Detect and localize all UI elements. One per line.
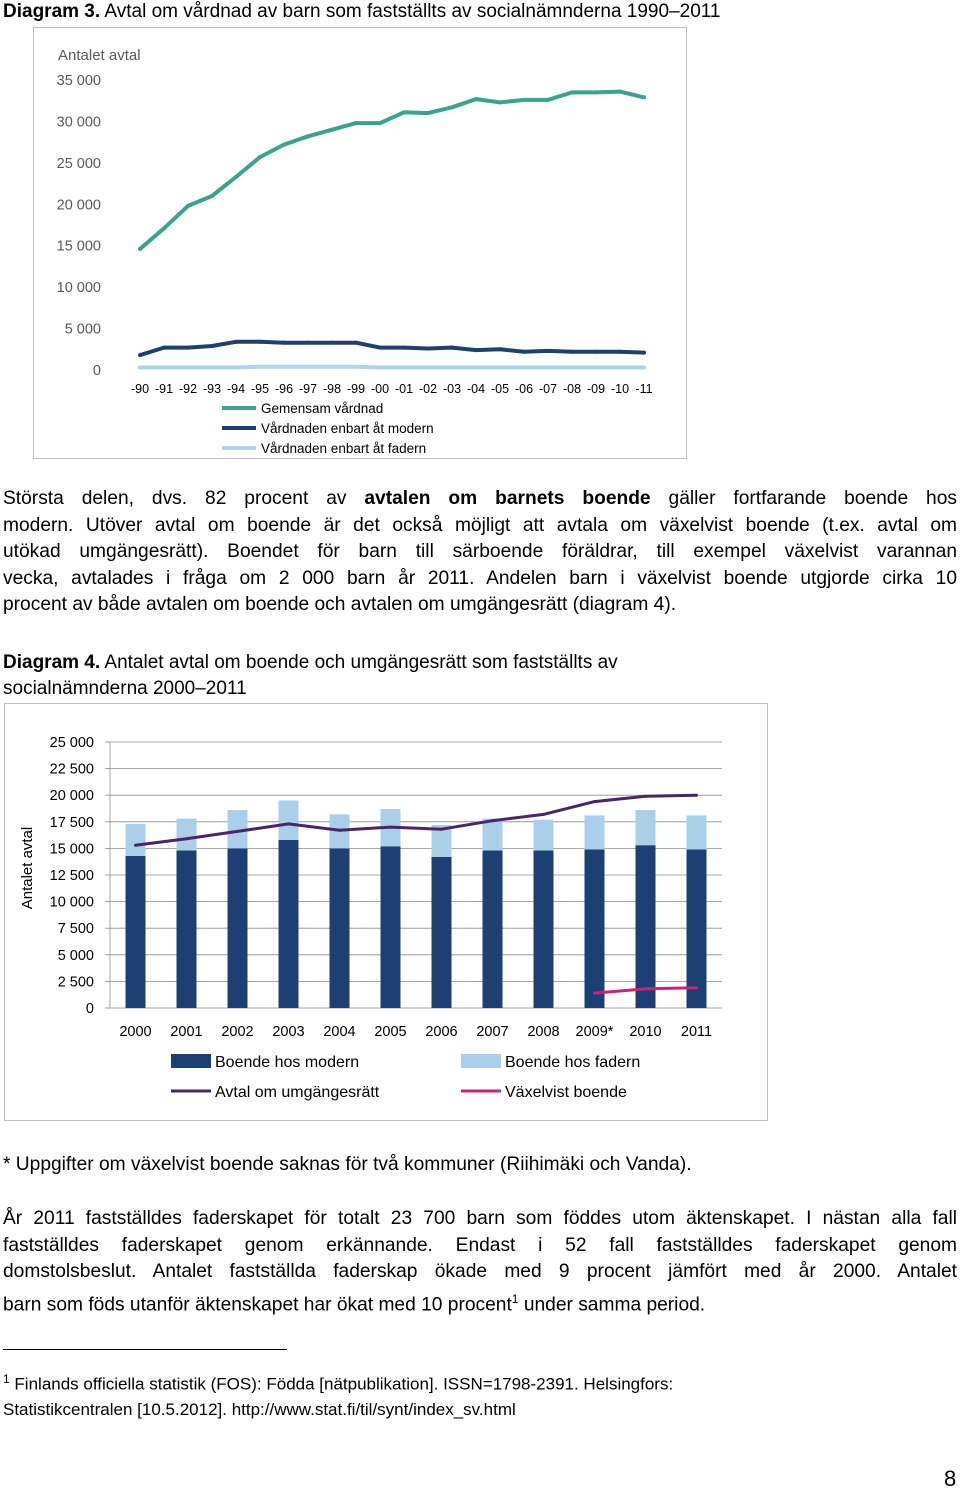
data-point-gemensam-v-rdnad [354, 121, 358, 125]
data-point-gemensam-v-rdnad [234, 175, 238, 179]
bar-boende-hos-modern [177, 851, 197, 1008]
y-tick-label: 17 500 [49, 814, 94, 831]
chart2-svg [5, 704, 767, 1120]
data-point-avtal-om-umg-ngesr-tt [287, 822, 290, 825]
y-tick-label: 5 000 [64, 321, 101, 338]
data-point-avtal-om-umg-ngesr-tt [593, 800, 596, 803]
data-point-v-rdnaden-enbart-t-fadern [210, 366, 214, 370]
legend-label-gemensam-v-rdnad: Gemensam vårdnad [261, 401, 384, 416]
x-tick-label: 2000 [119, 1024, 152, 1040]
data-point-gemensam-v-rdnad [210, 194, 214, 198]
diagram4-heading [3, 650, 618, 702]
data-point-v-rdnaden-enbart-t-fadern [402, 366, 406, 370]
data-point-v-rdnaden-enbart-t-fadern [330, 365, 334, 369]
data-point-v-rdnaden-enbart-t-modern [378, 346, 382, 350]
x-tick-label: -99 [346, 382, 366, 396]
data-point-gemensam-v-rdnad [570, 90, 574, 94]
data-point-v-rdnaden-enbart-t-modern [210, 344, 214, 348]
y-tick-label: 35 000 [56, 73, 101, 89]
y-tick-label: 12 500 [49, 868, 94, 884]
x-tick-label: 2010 [629, 1024, 662, 1040]
data-point-v-rdnaden-enbart-t-fadern [378, 366, 382, 370]
data-point-v-rdnaden-enbart-t-fadern [546, 366, 550, 370]
y-tick-label: 15 000 [49, 841, 94, 858]
data-point-v-xelvist-boende [695, 986, 698, 989]
data-point-avtal-om-umg-ngesr-tt [440, 828, 443, 831]
data-point-v-rdnaden-enbart-t-fadern [450, 366, 454, 370]
footnote-rule [3, 1349, 287, 1350]
paragraph-2-line-1: År 2011 fastställdes faderskapet för totalt 23 700 barn som föddes utom äktenskapet. I nästan alla fall [3, 1208, 957, 1229]
series-line-gemensam-v-rdnad [140, 92, 644, 249]
data-point-v-rdnaden-enbart-t-modern [234, 340, 238, 344]
x-tick-label: 2002 [221, 1024, 254, 1040]
data-point-gemensam-v-rdnad [546, 98, 550, 102]
series-line-v-rdnaden-enbart-t-fadern [140, 367, 644, 368]
y-tick-label: 5 000 [57, 947, 94, 964]
diagram4-title-line-1: Antalet avtal om boende och umgängesrätt som fastställts av [104, 652, 618, 673]
bold-phrase: avtalen om barnets boende [364, 488, 651, 509]
x-tick-label: -11 [635, 382, 653, 396]
x-tick-label: -03 [442, 382, 462, 396]
data-point-v-rdnaden-enbart-t-modern [354, 341, 358, 345]
x-tick-label: -97 [298, 382, 318, 396]
x-tick-label: 2008 [527, 1024, 560, 1040]
x-tick-label: -93 [202, 382, 222, 396]
bar-boende-hos-modern [483, 851, 503, 1008]
data-point-v-rdnaden-enbart-t-fadern [594, 366, 598, 370]
x-tick-label: -04 [466, 382, 486, 396]
data-point-avtal-om-umg-ngesr-tt [236, 830, 239, 833]
data-point-v-rdnaden-enbart-t-modern [402, 346, 406, 350]
y-tick-label: 2 500 [57, 974, 94, 991]
data-point-gemensam-v-rdnad [618, 90, 622, 94]
data-point-gemensam-v-rdnad [402, 110, 406, 114]
data-point-v-rdnaden-enbart-t-fadern [642, 366, 646, 370]
data-point-gemensam-v-rdnad [186, 204, 190, 208]
bar-boende-hos-fadern [483, 819, 503, 851]
legend-label-v-rdnaden-enbart-t-fadern: Vårdnaden enbart åt fadern [261, 441, 427, 456]
data-point-gemensam-v-rdnad [498, 100, 502, 104]
data-point-gemensam-v-rdnad [642, 95, 646, 99]
x-tick-label: -98 [322, 382, 342, 396]
data-point-avtal-om-umg-ngesr-tt [491, 819, 494, 822]
data-point-v-xelvist-boende [593, 992, 596, 995]
paragraph-2 [3, 1206, 957, 1318]
x-tick-label: -96 [274, 382, 294, 396]
x-tick-label: -02 [418, 382, 438, 396]
x-tick-label: 2009* [575, 1024, 614, 1040]
y-tick-label: 20 000 [49, 788, 94, 805]
data-point-gemensam-v-rdnad [474, 97, 478, 101]
data-point-v-rdnaden-enbart-t-modern [618, 350, 622, 354]
data-point-v-rdnaden-enbart-t-fadern [162, 366, 166, 370]
y-tick-label: 25 000 [49, 735, 94, 751]
x-tick-label: 2007 [476, 1024, 509, 1040]
bar-boende-hos-fadern [126, 824, 146, 856]
data-point-v-rdnaden-enbart-t-modern [162, 346, 166, 350]
x-tick-label: -95 [250, 382, 270, 396]
x-tick-label: -92 [178, 382, 198, 396]
footnote [3, 1367, 957, 1422]
legend-label-boende-hos-modern: Boende hos modern [215, 1054, 360, 1071]
x-tick-label: 2003 [272, 1024, 305, 1040]
x-tick-label: -00 [370, 382, 390, 396]
bar-boende-hos-modern [381, 846, 401, 1008]
x-tick-label: -94 [226, 382, 246, 396]
data-point-gemensam-v-rdnad [258, 155, 262, 159]
data-point-v-rdnaden-enbart-t-fadern [306, 365, 310, 369]
bar-boende-hos-fadern [177, 819, 197, 851]
data-point-avtal-om-umg-ngesr-tt [134, 844, 137, 847]
x-tick-label: 2005 [374, 1024, 407, 1040]
y-tick-label: 10 000 [56, 280, 101, 297]
data-point-v-rdnaden-enbart-t-modern [522, 350, 526, 354]
data-point-v-rdnaden-enbart-t-modern [570, 350, 574, 354]
diagram4-label: Diagram 4. [3, 652, 101, 673]
data-point-v-rdnaden-enbart-t-modern [186, 346, 190, 350]
data-point-v-rdnaden-enbart-t-fadern [258, 365, 262, 369]
data-point-v-rdnaden-enbart-t-fadern [186, 366, 190, 370]
data-point-v-rdnaden-enbart-t-fadern [618, 366, 622, 370]
paragraph-2-line-2: fastställdes faderskapet genom erkännande. Endast i 52 fall fastställdes faderskapet genom [3, 1234, 957, 1256]
data-point-avtal-om-umg-ngesr-tt [185, 837, 188, 840]
data-point-v-rdnaden-enbart-t-fadern [426, 366, 430, 370]
missing-data-note: * Uppgifter om växelvist boende saknas för två kommuner (Riihimäki och Vanda). [3, 1154, 692, 1175]
bar-boende-hos-fadern [687, 815, 707, 849]
data-point-v-rdnaden-enbart-t-fadern [354, 365, 358, 369]
bar-boende-hos-modern [126, 856, 146, 1008]
data-point-v-rdnaden-enbart-t-modern [474, 348, 478, 352]
footnote-reference: 1 [511, 1291, 519, 1306]
diagram3-heading [3, 1, 721, 23]
bar-boende-hos-modern [279, 840, 299, 1008]
diagram4-title-line-2: socialnämnderna 2000–2011 [3, 678, 247, 699]
data-point-gemensam-v-rdnad [306, 134, 310, 138]
x-tick-label: -06 [514, 382, 534, 396]
x-tick-label: 2011 [680, 1024, 713, 1040]
chart1-svg [34, 28, 686, 458]
legend-label-v-xelvist-boende: Växelvist boende [505, 1084, 627, 1101]
paragraph-1 [3, 486, 957, 619]
data-point-v-rdnaden-enbart-t-modern [450, 346, 454, 350]
y-tick-label: 20 000 [56, 197, 101, 214]
y-tick-label: 0 [85, 1001, 94, 1017]
bar-boende-hos-fadern [585, 815, 605, 849]
y-tick-label: 22 500 [49, 761, 94, 778]
footnote-line-1: Finlands officiella statistik (FOS): Födda [nätpublikation]. ISSN=1798-2391. Helsingfors: [14, 1374, 674, 1394]
footnote-marker: 1 [3, 1372, 10, 1386]
paragraph-1-line-3: utökad umgängesrätt). Boendet för barn till särboende föräldrar, till exempel växelvist varannan [3, 541, 957, 562]
data-point-v-rdnaden-enbart-t-modern [306, 341, 310, 345]
data-point-avtal-om-umg-ngesr-tt [644, 795, 647, 798]
data-point-gemensam-v-rdnad [426, 111, 430, 115]
y-tick-label: 30 000 [56, 114, 101, 131]
data-point-v-rdnaden-enbart-t-modern [594, 350, 598, 354]
paragraph-1-line-5: procent av både avtalen om boende och avtalen om umgängesrätt (diagram 4). [3, 594, 677, 615]
bar-boende-hos-fadern [279, 801, 299, 840]
data-point-v-rdnaden-enbart-t-fadern [570, 366, 574, 370]
data-point-avtal-om-umg-ngesr-tt [389, 826, 392, 829]
data-point-v-xelvist-boende [644, 987, 647, 990]
data-point-v-rdnaden-enbart-t-modern [138, 353, 142, 357]
bar-boende-hos-modern [330, 848, 350, 1008]
legend-swatch-boende-hos-fadern [461, 1054, 501, 1068]
data-point-gemensam-v-rdnad [138, 247, 142, 251]
data-point-v-rdnaden-enbart-t-fadern [498, 366, 502, 370]
y-tick-label: 7 500 [57, 921, 94, 938]
x-tick-label: -90 [130, 382, 150, 396]
data-point-avtal-om-umg-ngesr-tt [542, 813, 545, 816]
y-tick-label: 15 000 [56, 238, 101, 255]
chart1-frame [33, 27, 687, 459]
y-tick-label: 10 000 [49, 894, 94, 911]
bar-boende-hos-fadern [636, 810, 656, 845]
legend-swatch-boende-hos-modern [171, 1054, 211, 1068]
x-tick-label: 2001 [170, 1024, 203, 1040]
data-point-gemensam-v-rdnad [162, 226, 166, 230]
bar-boende-hos-modern [687, 849, 707, 1008]
x-tick-label: -08 [562, 382, 582, 396]
bar-boende-hos-modern [636, 845, 656, 1008]
data-point-v-rdnaden-enbart-t-fadern [474, 366, 478, 370]
data-point-v-rdnaden-enbart-t-modern [426, 346, 430, 350]
data-point-v-rdnaden-enbart-t-fadern [234, 366, 238, 370]
data-point-v-rdnaden-enbart-t-modern [258, 340, 262, 344]
x-tick-label: -09 [586, 382, 606, 396]
data-point-v-rdnaden-enbart-t-modern [282, 341, 286, 345]
bar-boende-hos-modern [585, 849, 605, 1008]
data-point-gemensam-v-rdnad [522, 98, 526, 102]
series-line-avtal-om-umg-ngesr-tt [136, 795, 697, 845]
legend-label-v-rdnaden-enbart-t-modern: Vårdnaden enbart åt modern [261, 421, 434, 436]
legend-label-boende-hos-fadern: Boende hos fadern [505, 1054, 641, 1071]
paragraph-1-line-1: Största delen, dvs. 82 procent av avtalen om barnets boende gäller fortfarande boende hos [3, 488, 957, 509]
y-tick-label: 25 000 [56, 155, 101, 172]
x-tick-label: -01 [394, 382, 414, 396]
data-point-v-rdnaden-enbart-t-fadern [138, 366, 142, 370]
bar-boende-hos-fadern [534, 820, 554, 851]
data-point-v-rdnaden-enbart-t-modern [498, 347, 502, 351]
x-tick-label: 2006 [425, 1024, 458, 1040]
y-tick-label: 0 [92, 363, 101, 379]
data-point-gemensam-v-rdnad [282, 143, 286, 147]
paragraph-1-line-2: modern. Utöver avtal om boende är det också möjligt att avtala om växelvist boende (t.ex. avtal om [3, 514, 957, 536]
x-tick-label: -10 [610, 382, 630, 396]
data-point-avtal-om-umg-ngesr-tt [338, 829, 341, 832]
data-point-v-rdnaden-enbart-t-modern [330, 341, 334, 345]
x-tick-label: -91 [154, 382, 174, 396]
series-line-v-rdnaden-enbart-t-modern [140, 342, 644, 355]
bar-boende-hos-modern [432, 857, 452, 1008]
paragraph-1-line-4: vecka, avtalades i fråga om 2 000 barn år 2011. Andelen barn i växelvist boende utgjorde cirka 10 [3, 567, 957, 589]
data-point-v-rdnaden-enbart-t-fadern [522, 366, 526, 370]
footnote-line-2: Statistikcentralen [10.5.2012]. http://www.stat.fi/til/synt/index_sv.html [3, 1399, 516, 1419]
data-point-gemensam-v-rdnad [450, 105, 454, 109]
bar-boende-hos-modern [534, 851, 554, 1008]
data-point-gemensam-v-rdnad [330, 128, 334, 132]
y-axis-label: Antalet avtal [58, 47, 141, 64]
data-point-gemensam-v-rdnad [594, 90, 598, 94]
legend-label-avtal-om-umg-ngesr-tt: Avtal om umgängesrätt [215, 1084, 380, 1101]
chart2-frame [4, 703, 768, 1121]
bar-boende-hos-modern [228, 848, 248, 1008]
x-tick-label: -07 [538, 382, 558, 396]
data-point-v-rdnaden-enbart-t-modern [546, 349, 550, 353]
data-point-v-rdnaden-enbart-t-fadern [282, 365, 286, 369]
data-point-v-rdnaden-enbart-t-modern [642, 351, 646, 355]
x-tick-label: -05 [490, 382, 510, 396]
data-point-gemensam-v-rdnad [378, 121, 382, 125]
paragraph-2-line-4: barn som föds utanför äktenskapet har ökat med 10 procent$^1$ under samma period. [3, 1291, 706, 1315]
page-number: 8 [944, 1466, 957, 1491]
x-tick-label: 2004 [323, 1024, 356, 1040]
diagram3-title: Avtal om vårdnad av barn som fastställts av socialnämnderna 1990–2011 [104, 1, 721, 22]
paragraph-2-line-3: domstolsbeslut. Antalet fastställda faderskap ökade med 9 procent jämfört med år 2000. Antalet [3, 1261, 957, 1282]
diagram3-label: Diagram 3. [3, 1, 101, 22]
y-axis-label: Antalet avtal [19, 826, 36, 910]
data-point-avtal-om-umg-ngesr-tt [695, 794, 698, 797]
